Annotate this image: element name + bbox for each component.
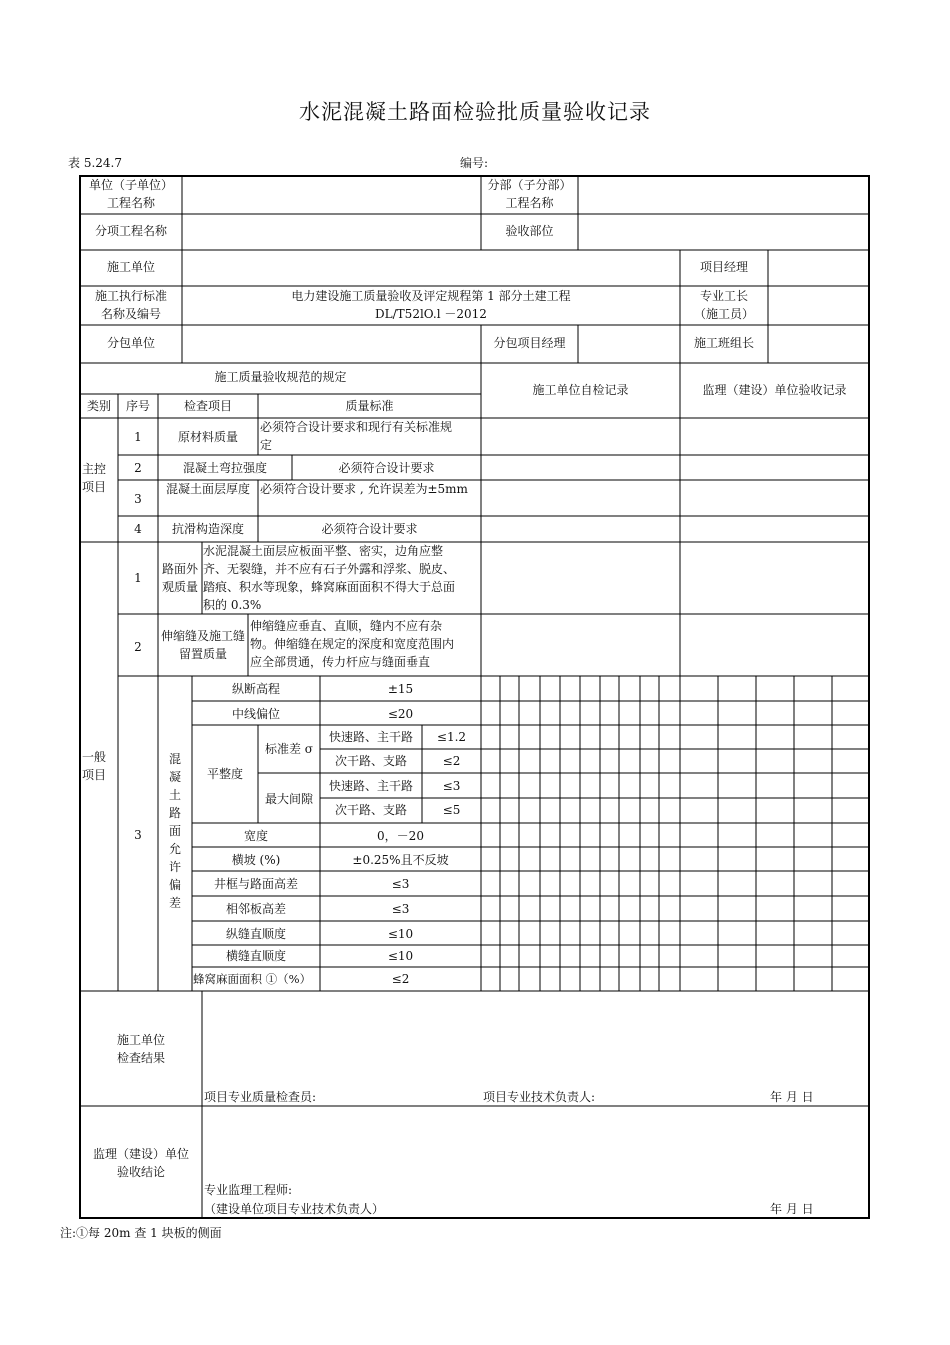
mc-1-standard: 必须符合设计要求和现行有关标准规定 bbox=[260, 420, 453, 452]
allow-item: 纵断高程 bbox=[231, 682, 280, 696]
self-check-header: 施工单位自检记录 bbox=[532, 383, 629, 397]
mc-2-standard: 必须符合设计要求 bbox=[338, 461, 435, 475]
allow-tol: ≤3 bbox=[442, 779, 461, 793]
conclusion-label: 监理（建设）单位 验收结论 bbox=[92, 1147, 189, 1179]
supervision-engineer-label: 专业监理工程师: bbox=[204, 1183, 293, 1197]
tech-lead-label: 项目专业技术负责人: bbox=[483, 1090, 596, 1104]
allow-tol: 0，－20 bbox=[377, 829, 424, 843]
col-category: 类别 bbox=[86, 399, 111, 413]
allow-item: 横缝直顺度 bbox=[225, 949, 286, 963]
mc-3-standard: 必须符合设计要求 , 允许误差为±5mm bbox=[260, 482, 468, 496]
allow-tol: ≤1.2 bbox=[436, 730, 467, 744]
allow-tol: ≤5 bbox=[442, 803, 461, 817]
quality-inspector-label: 项目专业质量检查员: bbox=[204, 1090, 317, 1104]
mc-4-item: 抗滑构造深度 bbox=[171, 522, 244, 536]
allow-road: 次干路、支路 bbox=[334, 754, 407, 768]
allow-tol: ≤3 bbox=[391, 902, 410, 916]
gen-1-no: 1 bbox=[134, 571, 142, 585]
col-no: 序号 bbox=[125, 399, 150, 413]
gen-1-item: 路面外观质量 bbox=[161, 562, 198, 594]
allow-sub: 标准差 σ bbox=[264, 742, 313, 756]
allow-tol: ±15 bbox=[387, 682, 414, 696]
col-item: 检查项目 bbox=[183, 399, 232, 413]
allow-tol: ≤2 bbox=[442, 754, 461, 768]
mc-4-standard: 必须符合设计要求 bbox=[321, 522, 418, 536]
general-label: 一般 项目 bbox=[82, 750, 107, 782]
allow-item: 中线偏位 bbox=[231, 707, 280, 721]
mc-1-item: 原材料质量 bbox=[177, 430, 238, 444]
allow-tol: ≤20 bbox=[387, 707, 414, 721]
allow-tol: ±0.25%且不反坡 bbox=[352, 853, 449, 867]
subdivision-label: 分部（子分部） 工程名称 bbox=[487, 178, 572, 210]
standard-label: 施工执行标准 名称及编号 bbox=[94, 289, 167, 321]
check-result-label: 施工单位 检查结果 bbox=[116, 1033, 165, 1065]
allow-item: 井框与路面高差 bbox=[213, 877, 298, 891]
allow-item: 宽度 bbox=[243, 829, 268, 843]
allow-road: 快速路、主干路 bbox=[328, 730, 413, 744]
date-label: 年 月 日 bbox=[770, 1090, 814, 1104]
allow-road: 次干路、支路 bbox=[334, 803, 407, 817]
allow-item: 横坡 (%) bbox=[231, 853, 281, 867]
col-standard: 质量标准 bbox=[345, 399, 394, 413]
unit-label: 单位（子单位） 工程名称 bbox=[88, 178, 173, 210]
accept-part-label: 验收部位 bbox=[505, 224, 554, 238]
gen-3-group: 混凝土路面允许偏差 bbox=[168, 752, 181, 910]
spec-group-title: 施工质量验收规范的规定 bbox=[214, 370, 347, 384]
owner-tech-lead-label: （建设单位项目专业技术负责人） bbox=[204, 1202, 385, 1216]
mc-2-no: 2 bbox=[134, 461, 142, 475]
foreman-label: 专业工长 （施工员） bbox=[693, 289, 754, 321]
supervision-header: 监理（建设）单位验收记录 bbox=[702, 383, 847, 397]
table-number: 表 5.24.7 bbox=[68, 156, 122, 170]
serial-label: 编号: bbox=[460, 156, 489, 170]
allow-road: 快速路、主干路 bbox=[328, 779, 413, 793]
allow-tol: ≤2 bbox=[391, 972, 410, 986]
gen-2-standard: 伸缩缝应垂直、直顺，缝内不应有杂物。伸缩缝在规定的深度和宽度范围内应全部贯通，传力杆应与缝面垂直 bbox=[250, 619, 455, 669]
footnote: 注:①每 20m 查 1 块板的侧面 bbox=[60, 1226, 222, 1240]
allow-sub: 最大间隙 bbox=[264, 792, 313, 806]
mc-2-item: 混凝土弯拉强度 bbox=[182, 461, 267, 475]
pm-label: 项目经理 bbox=[699, 260, 748, 274]
date-label-2: 年 月 日 bbox=[770, 1202, 814, 1216]
allow-item: 纵缝直顺度 bbox=[225, 927, 286, 941]
standard-value: 电力建设施工质量验收及评定规程第 1 部分土建工程 DL/T52lO.l －2012 bbox=[291, 289, 571, 321]
mc-3-item: 混凝土面层厚度 bbox=[165, 482, 250, 496]
gen-2-no: 2 bbox=[134, 640, 142, 654]
constructor-label: 施工单位 bbox=[106, 260, 155, 274]
subitem-label: 分项工程名称 bbox=[94, 224, 167, 238]
subcontractor-label: 分包单位 bbox=[106, 336, 155, 350]
gen-2-item: 伸缩缝及施工缝留置质量 bbox=[160, 629, 245, 661]
team-leader-label: 施工班组长 bbox=[693, 336, 754, 350]
mc-1-no: 1 bbox=[134, 430, 142, 444]
mc-4-no: 4 bbox=[134, 522, 142, 536]
allow-tol: ≤3 bbox=[391, 877, 410, 891]
page-title: 水泥混凝土路面检验批质量验收记录 bbox=[299, 100, 651, 124]
allow-tol: ≤10 bbox=[387, 927, 414, 941]
mc-3-no: 3 bbox=[134, 492, 142, 506]
main-control-label: 主控 项目 bbox=[82, 462, 107, 494]
sub-pm-label: 分包项目经理 bbox=[493, 336, 566, 350]
allow-item: 相邻板高差 bbox=[225, 902, 286, 916]
allow-item: 蜂窝麻面面积 ①（%） bbox=[193, 972, 312, 986]
allow-item: 平整度 bbox=[206, 767, 243, 781]
gen-3-no: 3 bbox=[134, 828, 142, 842]
gen-1-standard: 水泥混凝土面层应板面平整、密实，边角应整齐、无裂缝，并不应有石子外露和浮浆、脱皮、踏痕、积水等现象，蜂窝麻面面积不得大于总面积的 0.3% bbox=[203, 544, 456, 612]
allow-tol: ≤10 bbox=[387, 949, 414, 963]
